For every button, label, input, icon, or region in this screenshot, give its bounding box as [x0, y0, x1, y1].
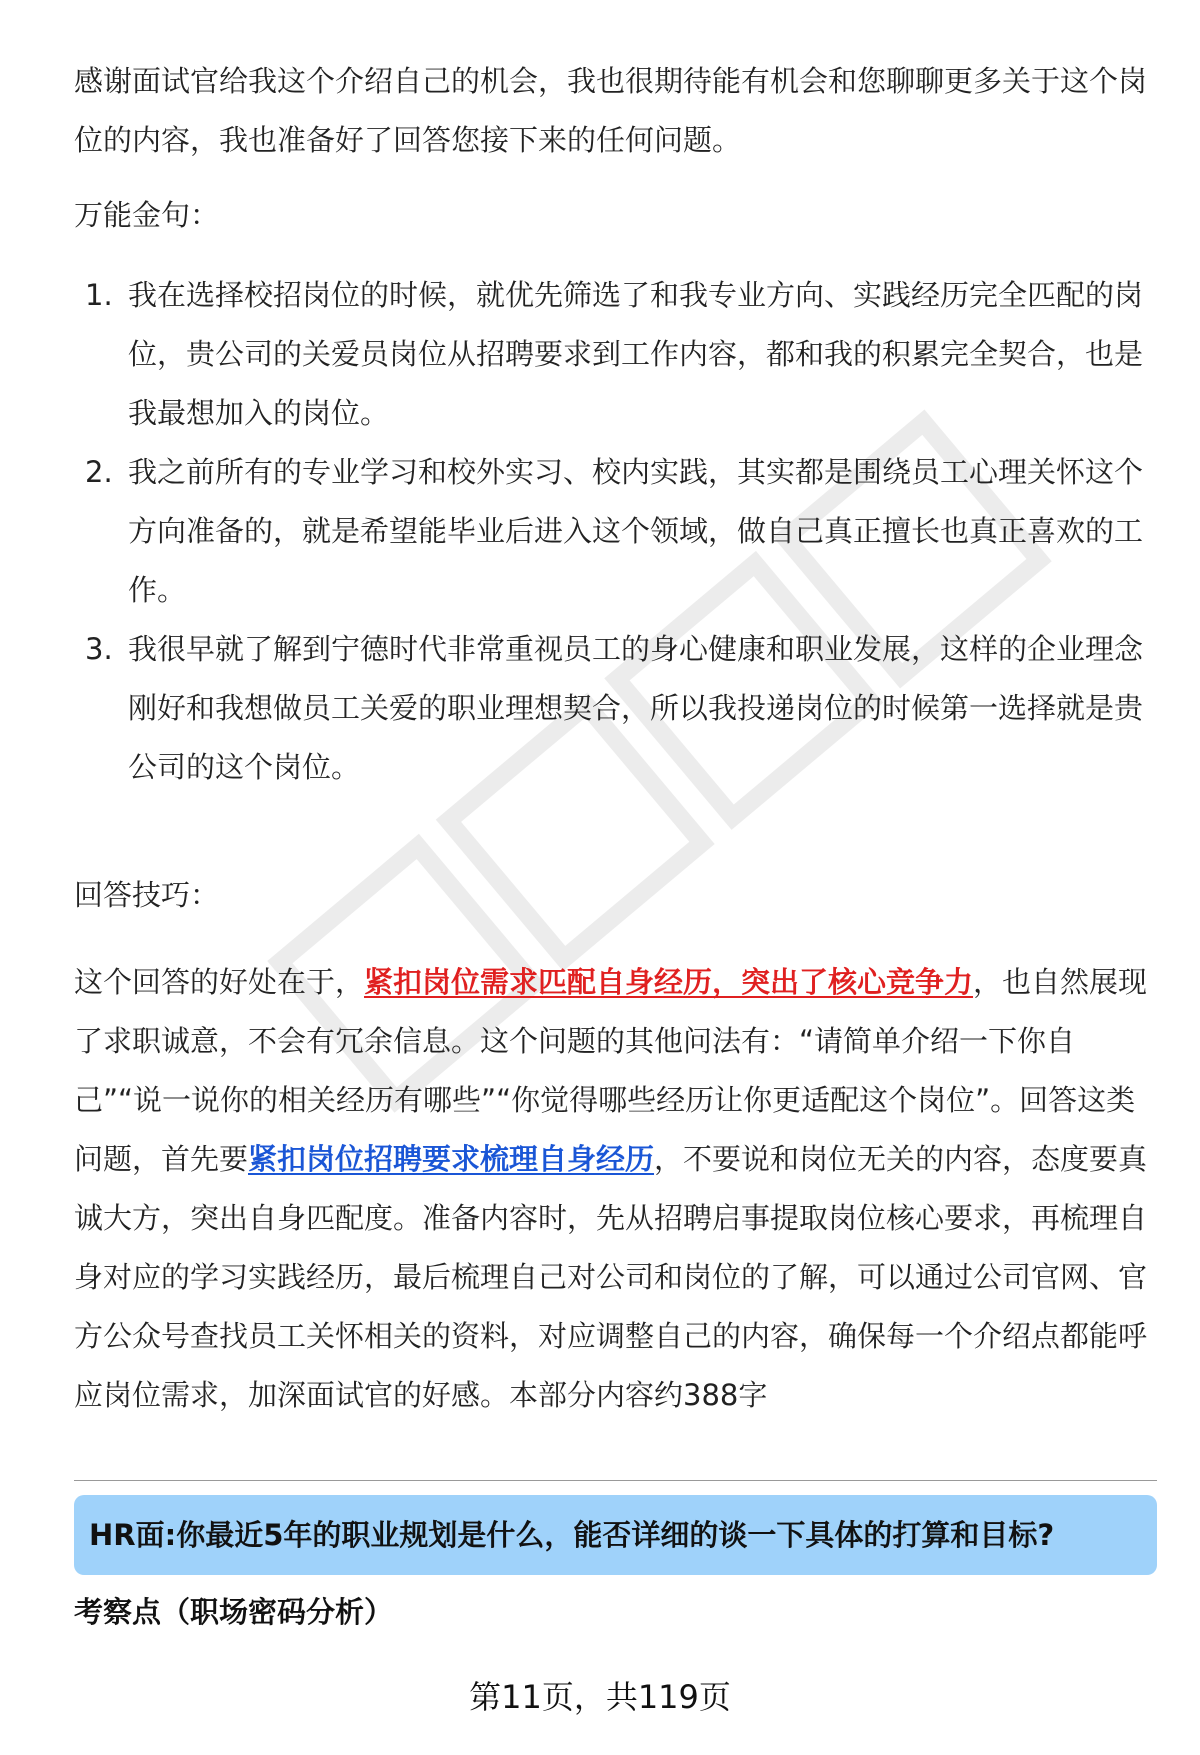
golden-sentences-list [74, 266, 1154, 797]
tips-text-part2: ，也自然展现了求职诚意，不会有冗余信息。这个问题的其他问法有：“请简单介绍一下你自己”“说一说你的相关经历有哪些”“你觉得哪些经历让你更适配这个岗位”。回答这类问题，首先要 [74, 965, 1148, 1176]
list-item [74, 620, 1154, 797]
question-box [74, 1495, 1157, 1575]
tips-paragraph [74, 953, 1154, 1425]
tips-label: 回答技巧： [74, 878, 220, 912]
question-text: HR面:你最近5年的职业规划是什么，能否详细的谈一下具体的打算和目标? [89, 1518, 1055, 1552]
list-item-text: 我在选择校招岗位的时候，就优先筛选了和我专业方向、实践经历完全匹配的岗位，贵公司的关爱员岗位从招聘要求到工作内容，都和我的积累完全契合，也是我最想加入的岗位。 [128, 278, 1144, 430]
list-item-number: 2. [85, 455, 113, 489]
tips-highlight-red: 紧扣岗位需求匹配自身经历，突出了核心竞争力 [364, 965, 974, 999]
list-item-number: 3. [85, 632, 113, 666]
list-item-text: 我很早就了解到宁德时代非常重视员工的身心健康和职业发展，这样的企业理念刚好和我想做员工关爱的职业理想契合，所以我投递岗位的时候第一选择就是贵公司的这个岗位。 [128, 632, 1144, 784]
section-divider [74, 1480, 1157, 1481]
list-item [74, 443, 1154, 620]
golden-sentences-label: 万能金句： [74, 198, 220, 232]
tips-highlight-blue: 紧扣岗位招聘要求梳理自身经历 [248, 1142, 655, 1176]
list-item-text: 我之前所有的专业学习和校外实习、校内实践，其实都是围绕员工心理关怀这个方向准备的，就是希望能毕业后进入这个领域，做自己真正擅长也真正喜欢的工作。 [128, 455, 1144, 607]
list-item [74, 266, 1154, 443]
list-item-number: 1. [85, 278, 113, 312]
intro-paragraph: 感谢面试官给我这个介绍自己的机会，我也很期待能有机会和您聊聊更多关于这个岗位的内容，我也准备好了回答您接下来的任何问题。 [74, 64, 1148, 157]
page-number-footer: 第11页，共119页 [469, 1678, 731, 1716]
tips-text-part1: 这个回答的好处在于， [74, 965, 365, 999]
tips-text-part3: ，不要说和岗位无关的内容，态度要真诚大方，突出自身匹配度。准备内容时，先从招聘启事提取岗位核心要求，再梳理自身对应的学习实践经历，最后梳理自己对公司和岗位的了解，可以通过公司官网、官方公众号查找员工关怀相关的资料，对应调整自己的内容，确保每一个介绍点都能呼应岗位需求，加深面试官的好感。本部分内容约388字 [74, 1142, 1148, 1412]
section-title: 考察点（职场密码分析） [74, 1595, 394, 1629]
